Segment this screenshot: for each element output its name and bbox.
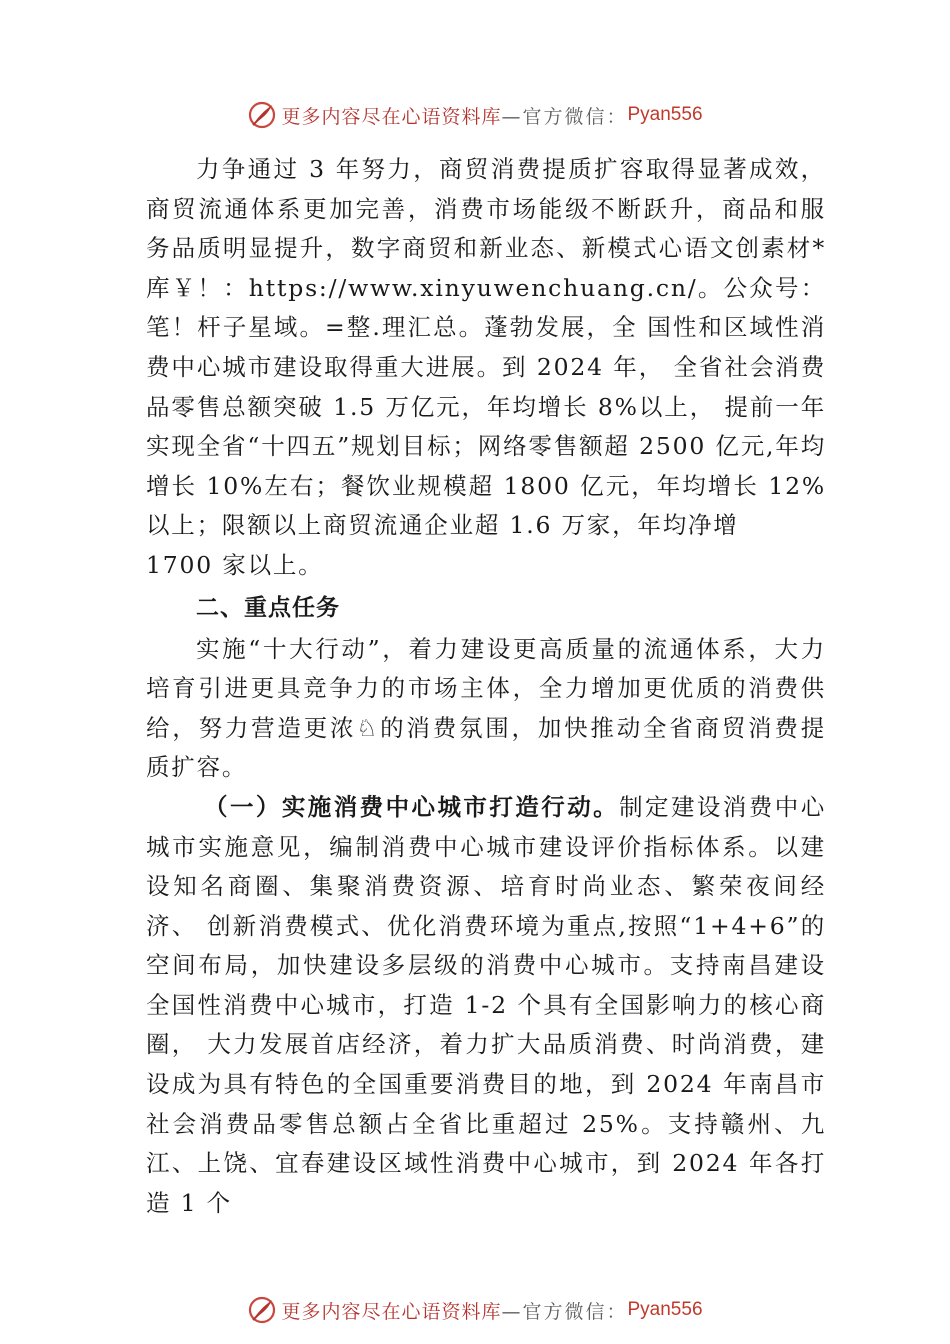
banner-wechat-label: —官方微信： (501, 105, 628, 128)
quill-logo-icon (247, 1295, 277, 1325)
document-body (146, 150, 826, 1223)
goal-paragraph-tail: 1700 家以上。 (146, 550, 324, 579)
quill-logo-icon (247, 100, 277, 130)
action-one-paragraph (146, 788, 826, 1224)
banner-site-name: 更多内容尽在心语资料库 (281, 1300, 502, 1323)
action-one-title: （一）实施消费中心城市打造行动。 (204, 792, 620, 821)
banner-wechat-handle: Pyan556 (627, 104, 703, 125)
action-one-text: 制定建设消费中心城市实施意见，编制消费中心城市建设评价指标体系。以建设知名商圈、集聚消费资源、培育时尚业态、繁荣夜间经济、 创新消费模式、优化消费环境为重点,按照“1+4+6”的空间布局，加快建设多层级的消费中心城市。支持南昌建设全国性消费中心城市，打造 1-2 个具有全国影响力的核心商圈， 大力发展首店经济，着力扩大品质消费、时尚消费，建设成为具有特色的全国重要消费目的地，到 2024 年南昌市社会消费品零售总额占全省比重超过 25%。支持赣州、九江、上饶、宜春建设区域性消费中心城市，到 2024 年各打造 1 个 (146, 792, 826, 1217)
goal-paragraph: 力争通过 3 年努力，商贸消费提质扩容取得显著成效，商贸流通体系更加完善，消费市场能级不断跃升，商品和服务品质明显提升，数字商贸和新业态、新模式心语文创素材*库￥！：https://www.xinyuwenchuang.cn/。公众号：笔！杆子星域。=整.理汇总。蓬勃发展，全 国性和区域性消费中心城市建设取得重大进展。到 2024 年， 全省社会消费品零售总额突破 1.5 万亿元，年均增长 8%以上， 提前一年实现全省“十四五”规划目标；网络零售额超 2500 亿元,年均增长 10%左右；餐饮业规模超 1800 亿元，年均增长 12%以上；限额以上商贸流通企业超 1.6 万家，年均净增 (146, 155, 826, 540)
tasks-intro-paragraph: 实施“十大行动”，着力建设更高质量的流通体系，大力培育引进更具竞争力的市场主体，全力增加更优质的消费供给，努力营造更浓♘的消费氛围，加快推动全省商贸消费提质扩容。 (146, 634, 826, 782)
header-watermark-banner (0, 95, 950, 135)
section-heading: 二、重点任务 (196, 594, 340, 621)
banner-wechat-handle: Pyan556 (627, 1299, 703, 1320)
banner-wechat-label: —官方微信： (501, 1300, 628, 1323)
footer-watermark-banner (0, 1290, 950, 1330)
banner-site-name: 更多内容尽在心语资料库 (281, 105, 502, 128)
